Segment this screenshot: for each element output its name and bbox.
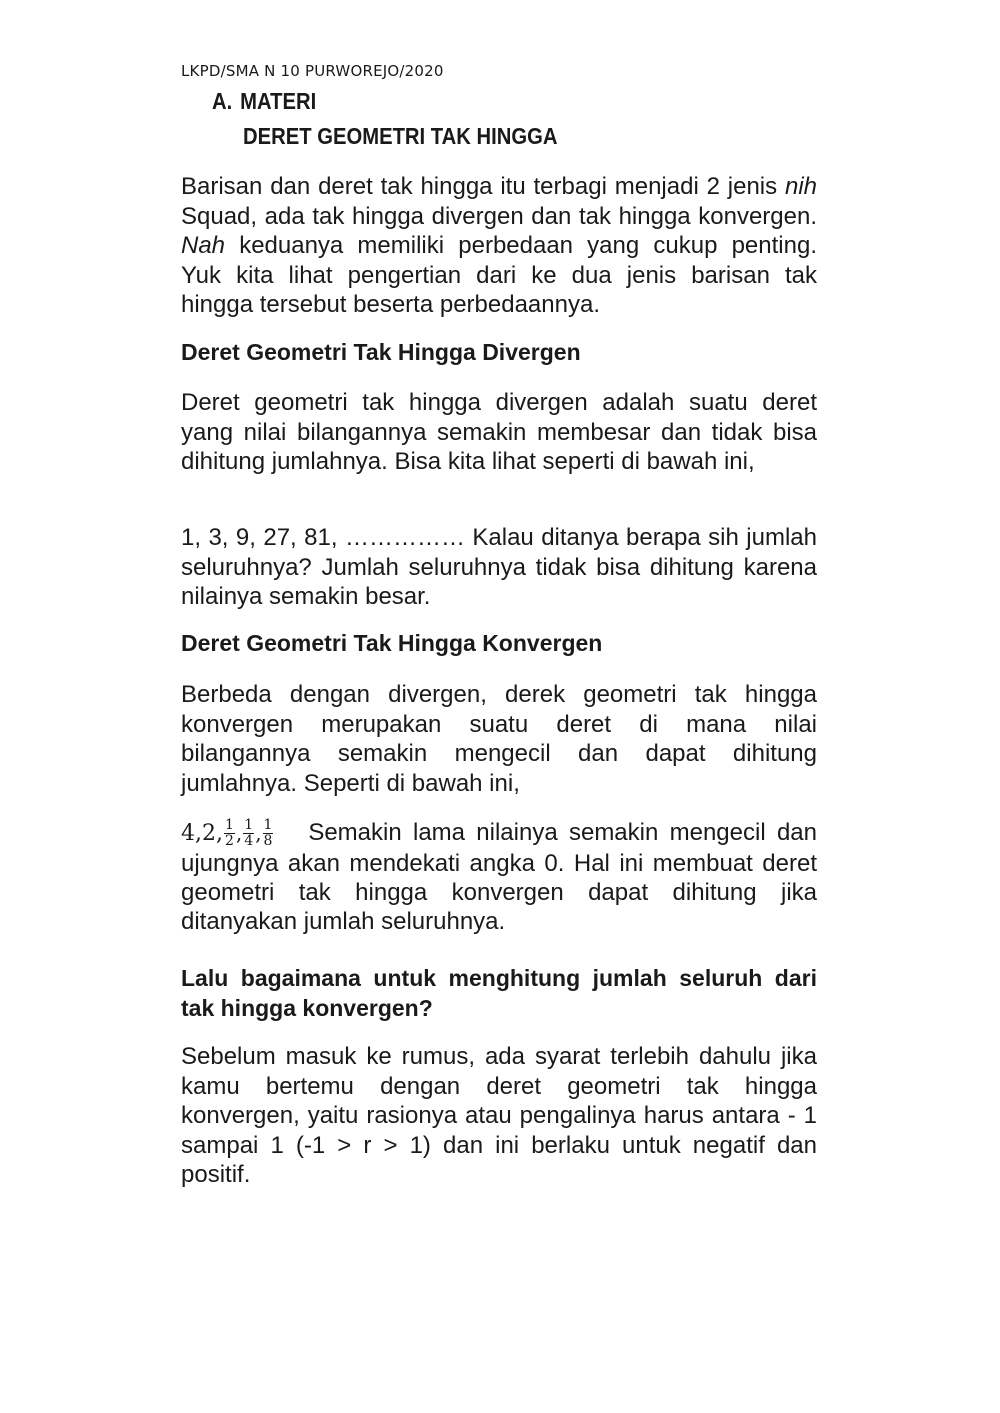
konvergen-example-text: Semakin lama nilainya semakin mengecil dan ujungnya akan mendekati angka 0. Hal ini membuat deret geometri tak hingga konvergen dapat dihitung jika ditanyakan jumlah seluruhnya. [181,819,817,936]
konvergen-heading: Deret Geometri Tak Hingga Konvergen [181,630,603,656]
intro-italic-2: Nah [181,232,226,259]
intro-text-1: Barisan dan deret tak hingga itu terbagi menjadi 2 jenis [181,173,785,200]
document-code: LKPD/SMA N 10 PURWOREJO/2020 [181,62,444,80]
fraction-denominator: 8 [263,833,273,850]
fraction-quarter [243,818,254,849]
fraction-denominator: 4 [244,833,254,850]
divergen-definition: Deret geometri tak hingga divergen adalah suatu deret yang nilai bilangannya semakin membesar dan tidak bisa dihitung jumlahnya. Bisa kita lihat seperti di bawah ini, [181,389,817,475]
divergen-heading: Deret Geometri Tak Hingga Divergen [181,339,581,365]
sequence-comma: , [255,821,262,846]
intro-text-3: keduanya memiliki perbedaan yang cukup penting. Yuk kita lihat pengertian dari ke dua jenis barisan tak hingga tersebut beserta perbedaannya. [181,232,817,318]
fraction-numerator: 1 [244,817,254,834]
konvergen-example [181,818,817,936]
fraction-eighth [263,818,274,849]
intro-italic-1: nih [784,173,817,200]
intro-paragraph [181,172,817,320]
sequence-comma: , [235,821,243,846]
fraction-numerator: 1 [263,817,273,834]
question-heading: Lalu bagaimana untuk menghitung jumlah seluruh dari tak hingga konvergen? [181,965,817,1021]
section-subtitle: DERET GEOMETRI TAK HINGGA [243,123,558,149]
intro-text-2: Squad, ada tak hingga divergen dan tak hingga konvergen. [181,202,817,230]
fraction-numerator: 1 [224,817,234,834]
fraction-denominator: 2 [224,833,234,850]
fraction-half [224,818,235,849]
konvergen-definition: Berbeda dengan divergen, derek geometri tak hingga konvergen merupakan suatu deret di mana nilai bilangannya semakin mengecil dan dapat dihitung jumlahnya. Seperti di bawah ini, [181,681,817,797]
question-answer: Sebelum masuk ke rumus, ada syarat terlebih dahulu jika kamu bertemu dengan deret geometri tak hingga konvergen, yaitu rasionya atau pengalinya harus antara - 1 sampai 1 (-1 > r > 1) dan ini berlaku untuk negatif dan positif. [181,1043,817,1188]
sequence-prefix: 4,2, [181,821,223,846]
section-title [212,88,316,115]
section-title-text: MATERI [240,88,317,114]
divergen-example: 1, 3, 9, 27, 81, …………… Kalau ditanya berapa sih jumlah seluruhnya? Jumlah seluruhnya tidak bisa dihitung karena nilainya semakin besar. [181,524,817,610]
section-number: A. [212,88,233,114]
